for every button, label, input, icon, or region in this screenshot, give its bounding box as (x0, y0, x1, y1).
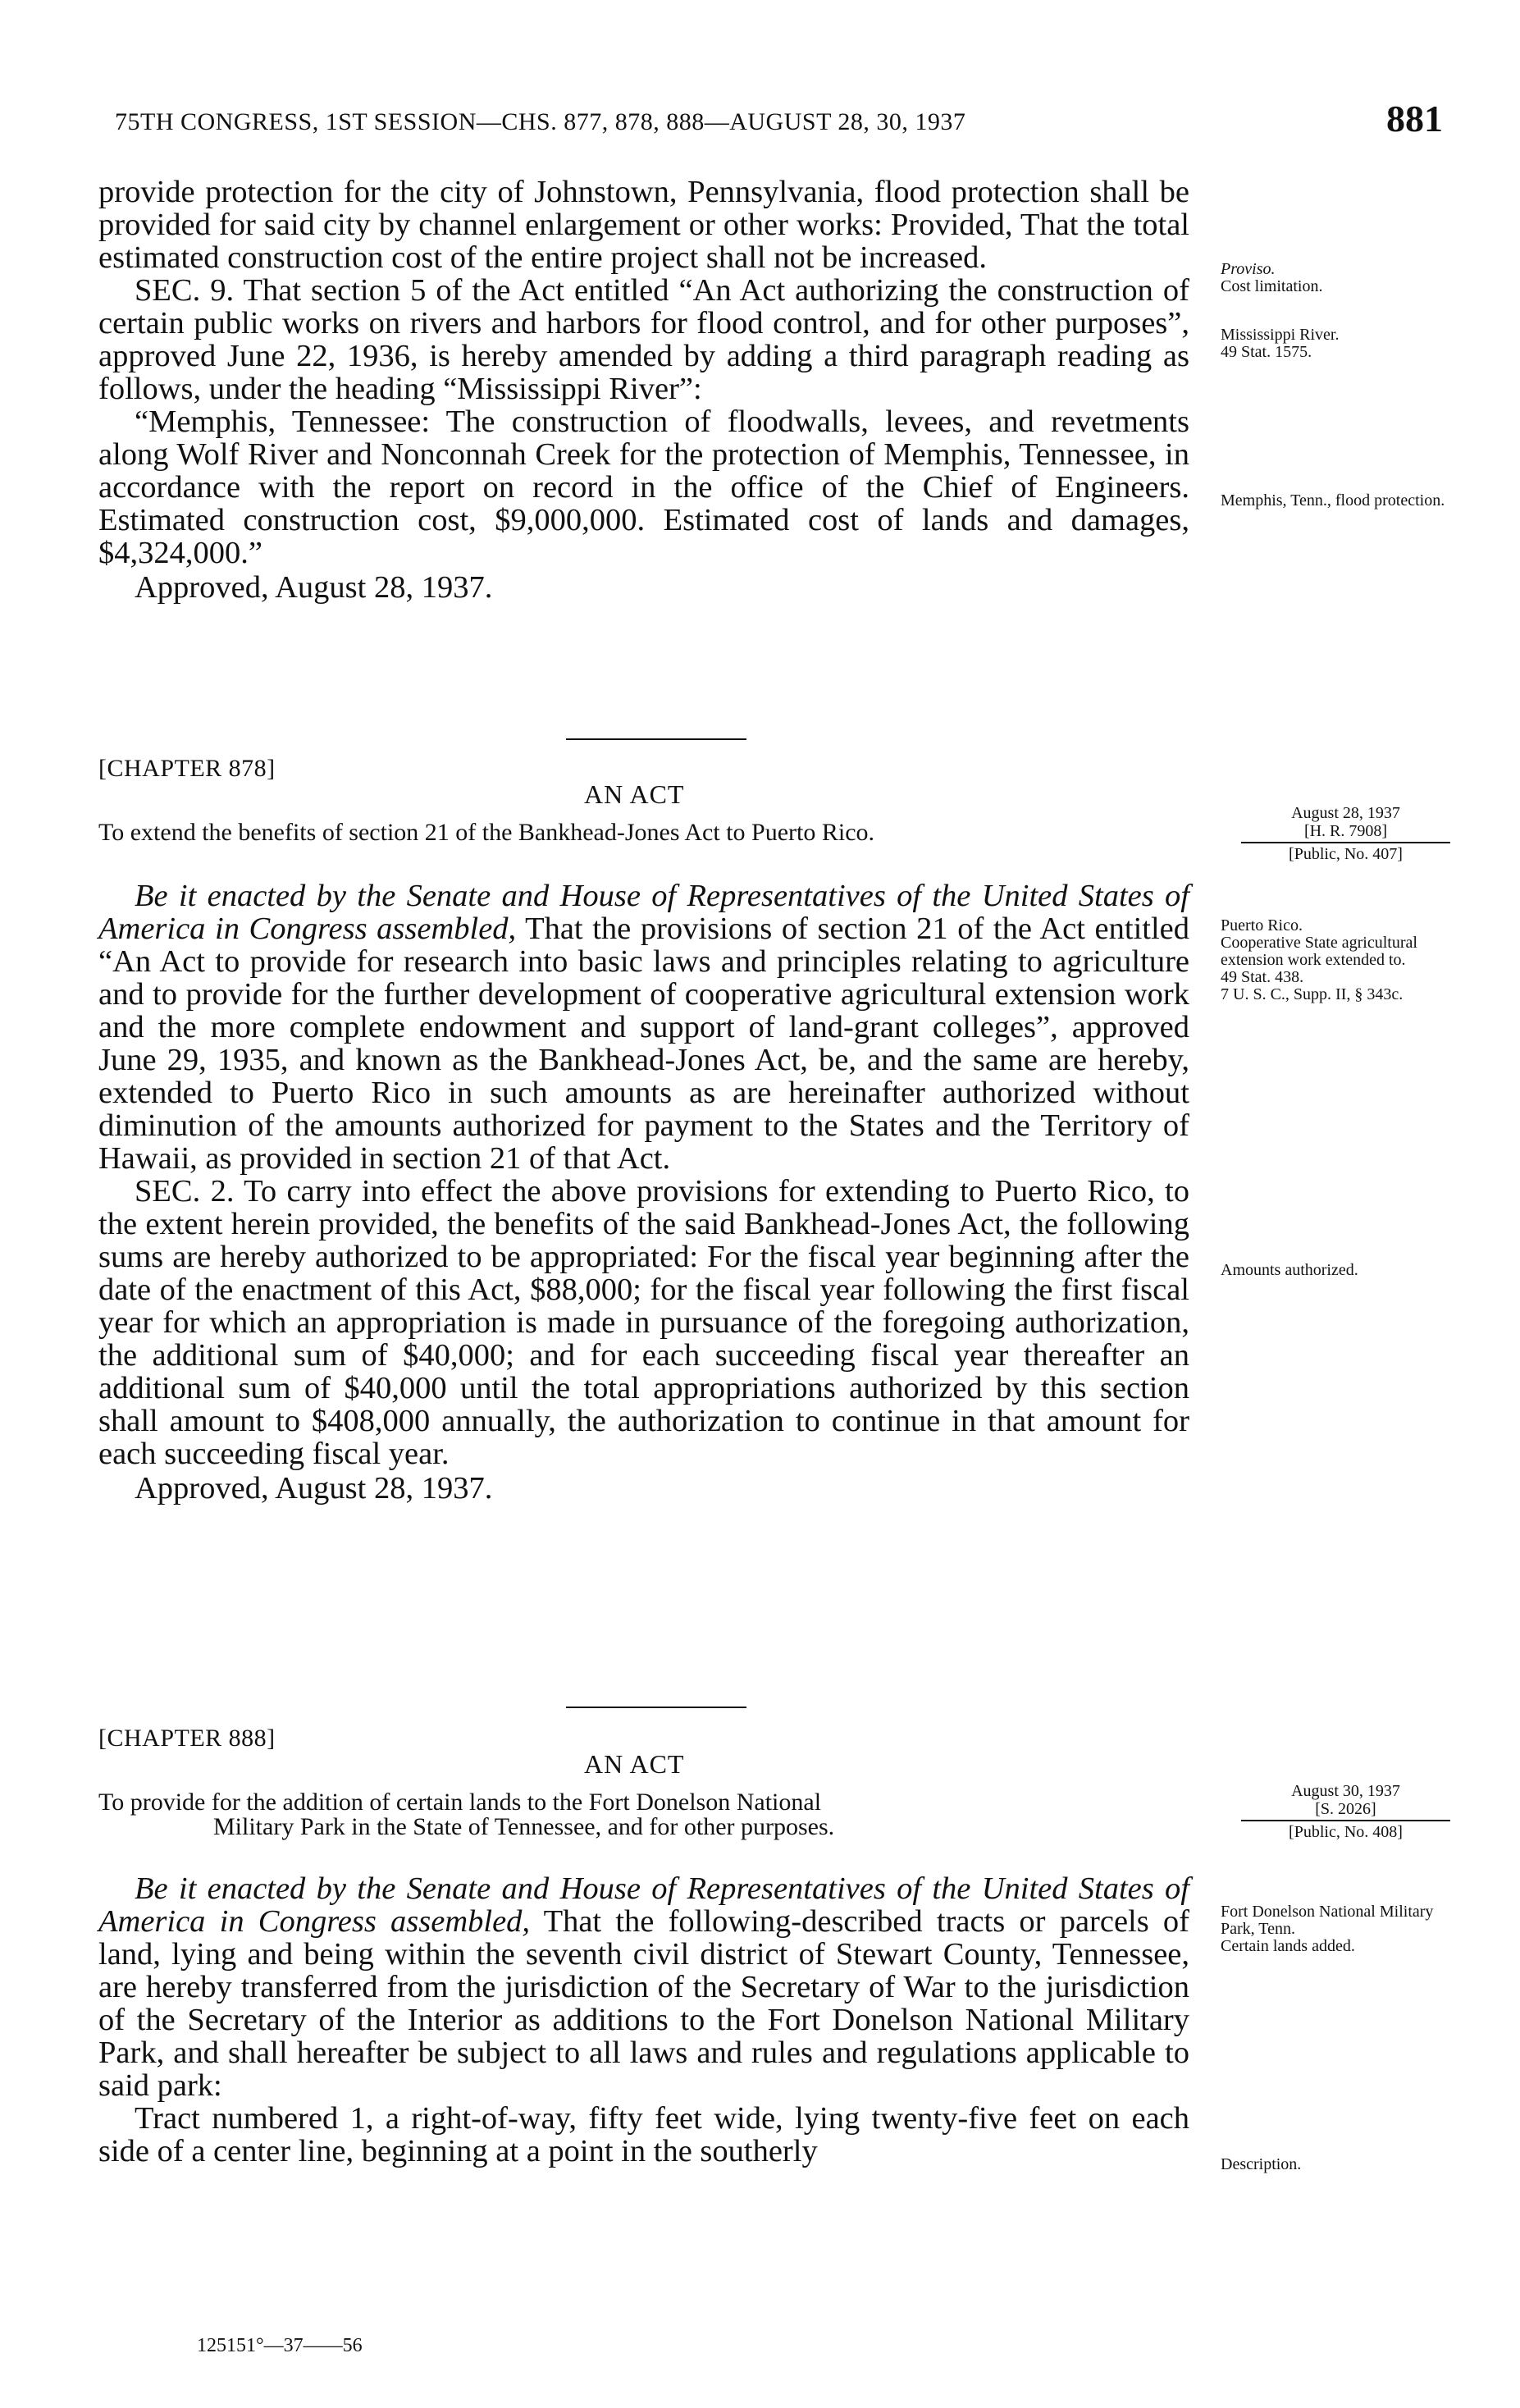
public-law-number: [Public, No. 408] (1289, 1823, 1403, 1841)
fort-donelson-label: Fort Donelson National Military Park, Tenn. (1221, 1903, 1434, 1938)
approval-date: August 28, 1937 (1291, 804, 1400, 822)
chapter-878-heading: [CHAPTER 878] (98, 755, 276, 782)
approved-date: Approved, August 28, 1937. (135, 1471, 493, 1506)
stat-label: 49 Stat. 1575. (1221, 343, 1312, 361)
chapter-878-purpose: To extend the benefits of section 21 of the Bankhead-Jones Act to Puerto Rico. (98, 819, 875, 846)
enacting-clause: Be it enacted by the Senate and House of Representatives of the United States of America in Congress assembled, (98, 879, 1189, 946)
puerto-rico-label: Puerto Rico. (1221, 916, 1303, 934)
print-code: 125151°—37——56 (197, 2335, 363, 2356)
paragraph-memphis: “Memphis, Tennessee: The construction of floodwalls, levees, and revetments along Wolf River and Nonconnah Creek for the protection of Memphis, Tennessee, in accordance with the report on record in the office of the Chief of Engineers. Estimated construction cost, $9,000,000. Estimated cost of lands and damages, $4,324,000.” (98, 404, 1189, 570)
margin-note-proviso (1221, 261, 1471, 295)
coop-extension-label: Cooperative State agricultural extension work extended to. (1221, 934, 1417, 969)
chapter-888-bill-info (1221, 1782, 1471, 1841)
margin-note-fort-donelson (1221, 1903, 1458, 1955)
paragraph-johnstown: provide protection for the city of Johnstown, Pennsylvania, flood protection shall be provided for said city by channel enlargement or other works: Provided, That the total estimated construction cost of the entire project shall not be increased. (98, 175, 1189, 275)
margin-note-amounts: Amounts authorized. (1221, 1261, 1358, 1279)
bill-number: [H. R. 7908] (1303, 822, 1388, 840)
bill-number: [S. 2026] (1315, 1800, 1376, 1818)
running-head: 75TH CONGRESS, 1ST SESSION—CHS. 877, 878, 888—AUGUST 28, 30, 1937 (115, 108, 966, 135)
chapter-878-body (98, 880, 1189, 1505)
margin-note-puerto-rico (1221, 917, 1471, 1003)
certain-lands-label: Certain lands added. (1221, 1937, 1355, 1955)
paragraph-sec-2: SEC. 2. To carry into effect the above provisions for extending to Puerto Rico, to the extent herein provided, the benefits of the said Bankhead-Jones Act, the following sums are hereby authorized to be appropriated: For the fiscal year beginning after the date of the enactment of this Act, $88,000; for the fiscal year following the first fiscal year for which an appropriation is made in pursuance of the foregoing authorization, the additional sum of $40,000; and for each succeeding fiscal year thereafter an additional sum of $40,000 until the total appropriations authorized by this section shall amount to $408,000 annually, the authorization to continue in that amount for each succeeding fiscal year. (98, 1174, 1189, 1471)
divider (566, 738, 746, 740)
margin-note-memphis: Memphis, Tenn., flood protection. (1221, 491, 1445, 509)
chapter-888-heading: [CHAPTER 888] (98, 1725, 276, 1752)
paragraph-enactment (98, 880, 1189, 1175)
enacting-clause: Be it enacted by the Senate and House of Representatives of the United States of America in Congress assembled, (98, 1871, 1189, 1939)
paragraph-enactment (98, 1872, 1189, 2102)
rule (1241, 842, 1450, 843)
margin-note-mississippi (1221, 327, 1471, 361)
enactment-text: That the provisions of section 21 of the Act entitled “An Act to provide for research into basic laws and principles relating to agriculture and to provide for the further development of cooperative agricultural extension work and the more complete endowment and support of land-grant colleges”, approved June 29, 1935, and known as the Bankhead-Jones Act, be, and the same are hereby, extended to Puerto Rico in such amounts as are hereinafter authorized without diminution of the amounts authorized for payment to the States and the Territory of Hawaii, as provided in section 21 of that Act. (98, 912, 1189, 1176)
an-act-heading: AN ACT (584, 1749, 685, 1779)
enactment-text: That the following-described tracts or parcels of land, lying and being within the seventh civil district of Stewart County, Tennessee, are hereby transferred from the jurisdiction of the Secretary of War to the jurisdiction of the Secretary of the Interior as additions to the Fort Donelson National Military Park, and shall hereafter be subject to all laws and rules and regulations applicable to said park: (98, 1904, 1189, 2103)
divider (566, 1707, 746, 1708)
approval-date: August 30, 1937 (1291, 1782, 1400, 1800)
an-act-heading: AN ACT (584, 779, 685, 809)
purpose-line-1: To provide for the addition of certain lands to the Fort Donelson National (98, 1789, 822, 1816)
section-continuation (98, 176, 1189, 604)
rule (1241, 1820, 1450, 1821)
chapter-888-body (98, 1872, 1189, 2168)
stat-label: 49 Stat. 438. (1221, 968, 1304, 986)
page-number: 881 (1386, 98, 1443, 139)
chapter-888-purpose (98, 1790, 1189, 1839)
approved-date: Approved, August 28, 1937. (135, 570, 493, 605)
mississippi-label: Mississippi River. (1221, 326, 1340, 344)
paragraph-tract-1: Tract numbered 1, a right-of-way, fifty feet wide, lying twenty-five feet on each side of a center line, beginning at a point in the southerly (98, 2101, 1189, 2168)
purpose-line-2: Military Park in the State of Tennessee, and for other purposes. (213, 1813, 835, 1840)
chapter-878-bill-info (1221, 804, 1471, 863)
margin-note-description: Description. (1221, 2155, 1302, 2173)
proviso-label: Proviso. (1221, 260, 1276, 278)
cost-limitation-label: Cost limitation. (1221, 277, 1323, 295)
public-law-number: [Public, No. 407] (1289, 845, 1403, 863)
paragraph-sec-9: SEC. 9. That section 5 of the Act entitled “An Act authorizing the construction of certain public works on rivers and harbors for flood control, and for other purposes”, approved June 22, 1936, is hereby amended by adding a third paragraph reading as follows, under the heading “Mississippi River”: (98, 273, 1189, 406)
usc-label: 7 U. S. C., Supp. II, § 343c. (1221, 985, 1404, 1003)
